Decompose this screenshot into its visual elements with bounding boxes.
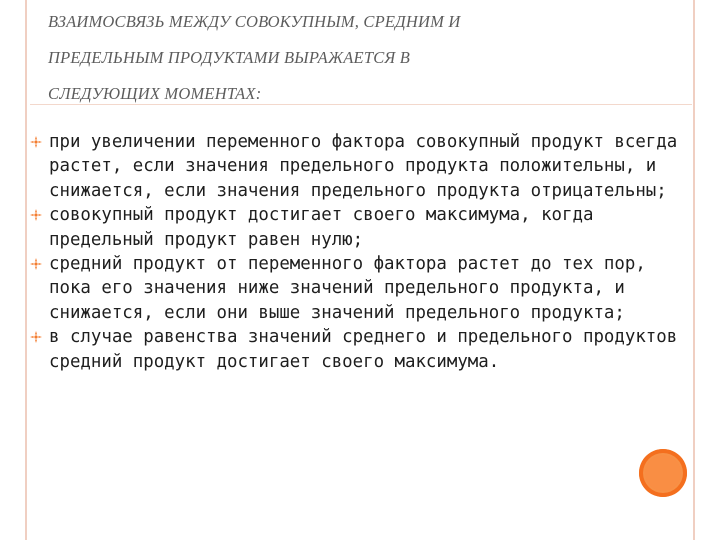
title-line-1: ВЗАИМОСВЯЗЬ МЕЖДУ СОВОКУПНЫМ, СРЕДНИМ И	[48, 12, 461, 31]
diamond-bullet-icon	[30, 258, 42, 270]
diamond-bullet-icon	[30, 209, 42, 221]
orange-circle-inner	[645, 455, 681, 491]
orange-circle-decoration	[639, 449, 687, 497]
list-item	[30, 325, 690, 374]
diamond-bullet-icon	[30, 136, 42, 148]
list-item	[30, 203, 690, 252]
bullet-list	[30, 130, 690, 374]
slide-title	[48, 4, 668, 112]
title-line-2: ПРЕДЕЛЬНЫМ ПРОДУКТАМИ ВЫРАЖАЕТСЯ В	[48, 48, 411, 67]
list-item	[30, 130, 690, 203]
title-divider	[30, 104, 692, 105]
frame-right-line	[693, 0, 695, 540]
list-item-text: в случае равенства значений среднего и предельного продуктов средний продукт достигает своего максимума.	[49, 327, 678, 372]
frame-left-line	[25, 0, 27, 540]
list-item	[30, 252, 690, 325]
title-line-3: СЛЕДУЮЩИХ МОМЕНТАХ:	[48, 84, 262, 103]
diamond-bullet-icon	[30, 331, 42, 343]
list-item-text: совокупный продукт достигает своего максимума, когда предельный продукт равен нулю;	[49, 205, 594, 250]
list-item-text: средний продукт от переменного фактора растет до тех пор, пока его значения ниже значений предельного продукта, и снижается, если они выше значений предельного продукта;	[49, 254, 646, 323]
list-item-text: при увеличении переменного фактора совокупный продукт всегда растет, если значения предельного продукта положительны, и снижается, если значения предельного продукта отрицательны;	[49, 132, 678, 201]
